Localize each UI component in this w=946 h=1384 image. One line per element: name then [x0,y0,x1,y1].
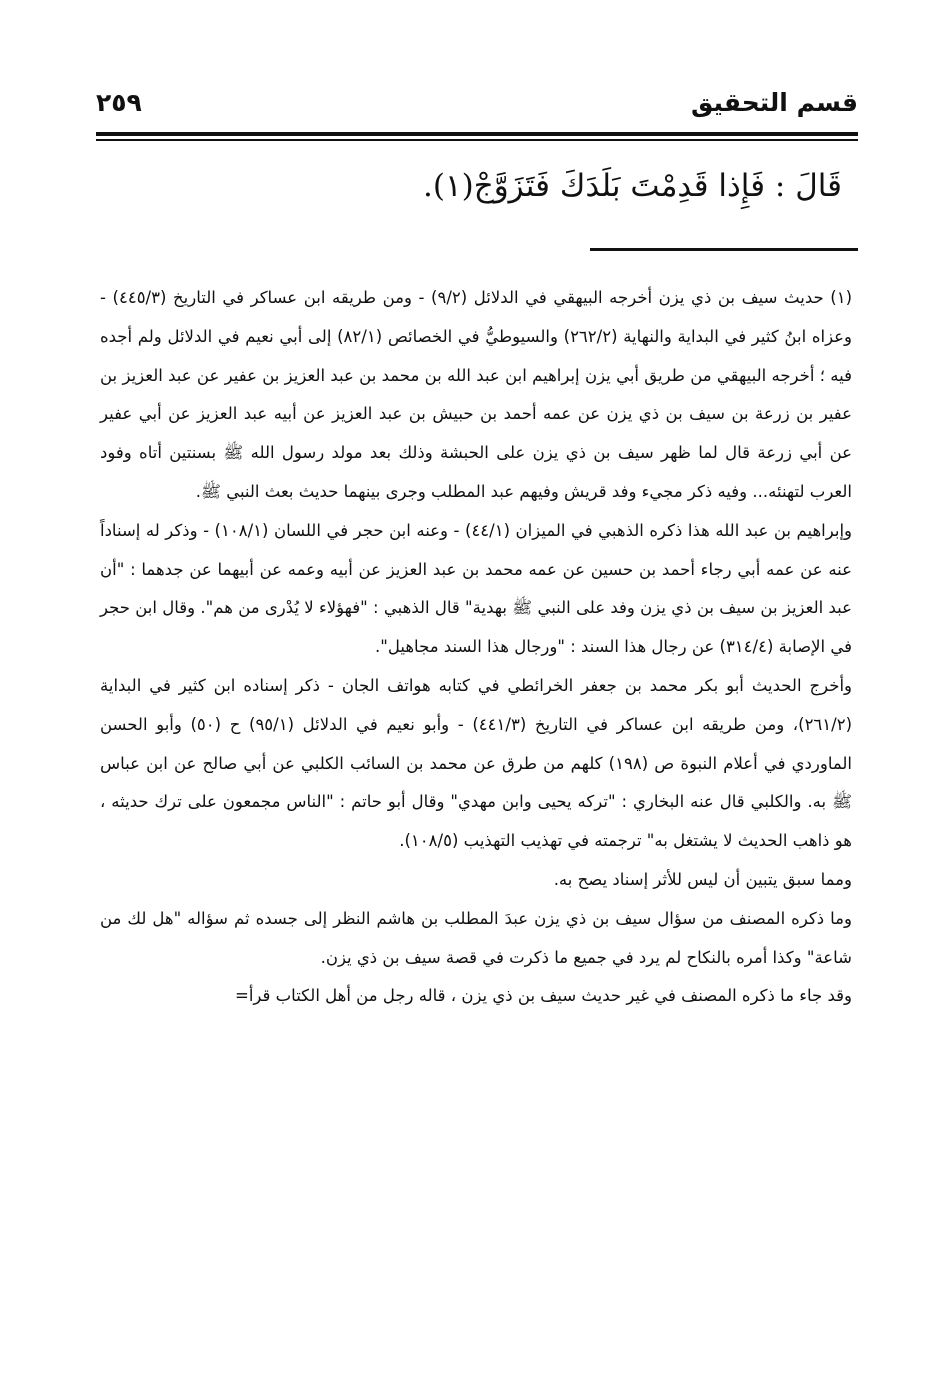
footnote-paragraph: وأخرج الحديث أبو بكر محمد بن جعفر الخرائطي في كتابه هواتف الجان - ذكر إسناده ابن كثير في البداية (٢٦١/٢)، ومن طريقه ابن عساكر في التاريخ (٤٤١/٣) - وأبو نعيم في الدلائل (٩٥/١) ح (٥٠) وأبو الحسن الماوردي في أعلام النبوة ص (١٩٨) كلهم من طرق عن محمد بن السائب الكلبي عن أبي صالح عن ابن عباس ﷺ به. والكلبي قال عنه البخاري : "تركه يحيى وابن مهدي" وقال أبو حاتم : "الناس مجمعون على ترك حديثه ، هو ذاهب الحديث لا يشتغل به" ترجمته في تهذيب التهذيب (١٠٨/٥). [100,675,853,851]
section-title: قسم التحقيق [690,88,858,117]
footnote-separator [590,248,858,251]
footnotes [100,279,852,1016]
page-number: ٢٥٩ [96,88,142,117]
footnote-paragraph: وقد جاء ما ذكره المصنف في غير حديث سيف بن ذي يزن ، قاله رجل من أهل الكتاب قرأ= [235,986,852,1006]
footnote-paragraph: ومما سبق يتبين أن ليس للأثر إسناد يصح به. [553,869,852,889]
footnote-paragraph: (١) حديث سيف بن ذي يزن أخرجه البيهقي في الدلائل (٩/٢) - ومن طريقه ابن عساكر في التاريخ (٤٤٥/٣) - وعزاه ابنُ كثير في البداية والنهاية (٢٦٢/٢) والسيوطيُّ في الخصائص (٨٢/١) إلى أبي نعيم في الدلائل ولم أجده فيه ؛ أخرجه البيهقي من طريق أبي يزن إبراهيم ابن عبد الله بن محمد بن عبد العزيز بن عفير عن عبد العزيز بن عفير بن زرعة بن سيف بن ذي يزن عن عمه أحمد بن حبيش بن عبد العزيز عن أبيه عبد العزيز عن أبي عفير عن أبي زرعة قال لما ظهر سيف بن ذي يزن على الحبشة وذلك بعد مولد رسول الله ﷺ بسنتين أتاه وفود العرب لتهنئه... وفيه ذكر مجيء وفد قريش وفيهم عبد المطلب وجرى بينهما حديث بعث النبي ﷺ. [100,288,853,501]
footnote-paragraph: وما ذكره المصنف من سؤال سيف بن ذي يزن عبدَ المطلب بن هاشم النظر إلى جسده ثم سؤاله "هل لك من شاعة" وكذا أمره بالنكاح لم يرد في جميع ما ذكرت في قصة سيف بن ذي يزن. [100,908,852,967]
main-text: قَالَ : فَإِذا قَدِمْتَ بَلَدَكَ فَتَزَوَّجْ(١). [423,168,842,204]
header-rule-thin [96,139,858,141]
page-header [96,88,858,128]
footnote-paragraph: وإبراهيم بن عبد الله هذا ذكره الذهبي في الميزان (٤٤/١) - وعنه ابن حجر في اللسان (١٠٨/١) - وذكر له إسناداً عنه عن عمه أبي رجاء أحمد بن حسين عن عمه محمد بن عبد العزيز عن أبيه وعمه عن أبيهما عن جدهما : "أن عبد العزيز بن سيف بن ذي يزن وفد على النبي ﷺ بهدية" قال الذهبي : "فهؤلاء لا يُدْرى من هم". وقال ابن حجر في الإصابة (٣١٤/٤) عن رجال هذا السند : "ورجال هذا السند مجاهيل". [100,520,852,657]
header-rule [96,132,858,136]
